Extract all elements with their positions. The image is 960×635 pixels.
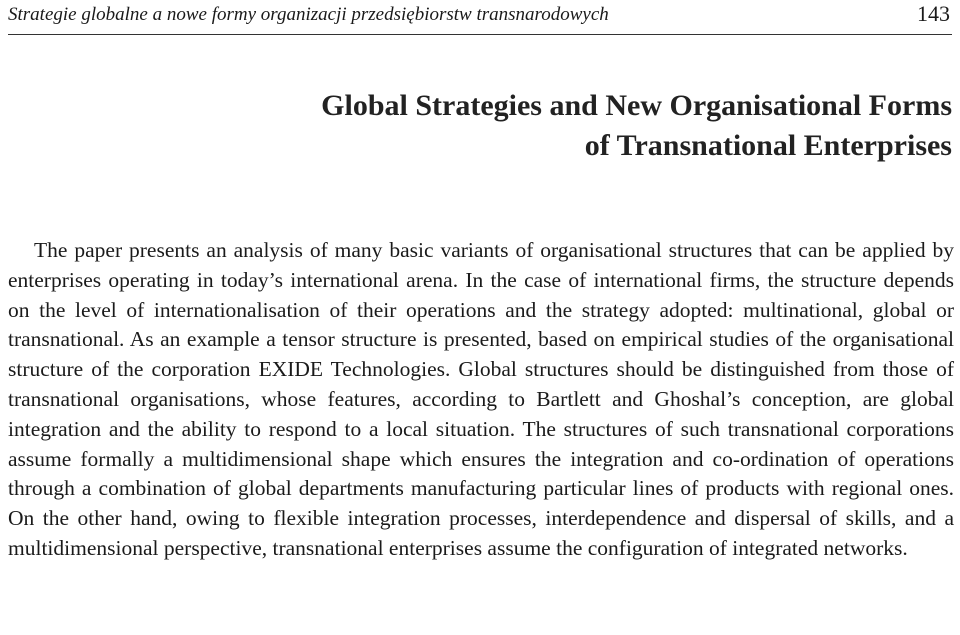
article-title <box>321 86 952 166</box>
running-header <box>8 0 952 35</box>
article-title-line-2: of Transnational Enterprises <box>584 129 952 162</box>
page-number: 143 <box>917 1 950 26</box>
article-title-line-1: Global Strategies and New Organisational Forms <box>321 89 952 122</box>
running-title: Strategie globalne a nowe formy organizacji przedsiębiorstw transnarodowych <box>8 4 609 25</box>
abstract-paragraph: The paper presents an analysis of many basic variants of organisational structures that can be applied by enterprises operating in today’s international arena. In the case of international firms, the structure depends on the level of internationalisation of their operations and the strategy adopted: multinational, global or transnational. As an example a tensor structure is presented, based on empirical studies of the organisational structure of the corporation EXIDE Technologies. Global structures should be distinguished from those of transnational organisations, whose features, according to Bartlett and Ghoshal’s conception, are global integration and the ability to respond to a local situation. The structures of such transnational corporations assume formally a multidimensional shape which ensures the integration and co-ordination of operations through a combination of global departments manufacturing particular lines of products with regional ones. On the other hand, owing to flexible integration processes, interdependence and dispersal of skills, and a multidimensional perspective, transnational enterprises assume the configuration of integrated networks. <box>8 238 954 560</box>
